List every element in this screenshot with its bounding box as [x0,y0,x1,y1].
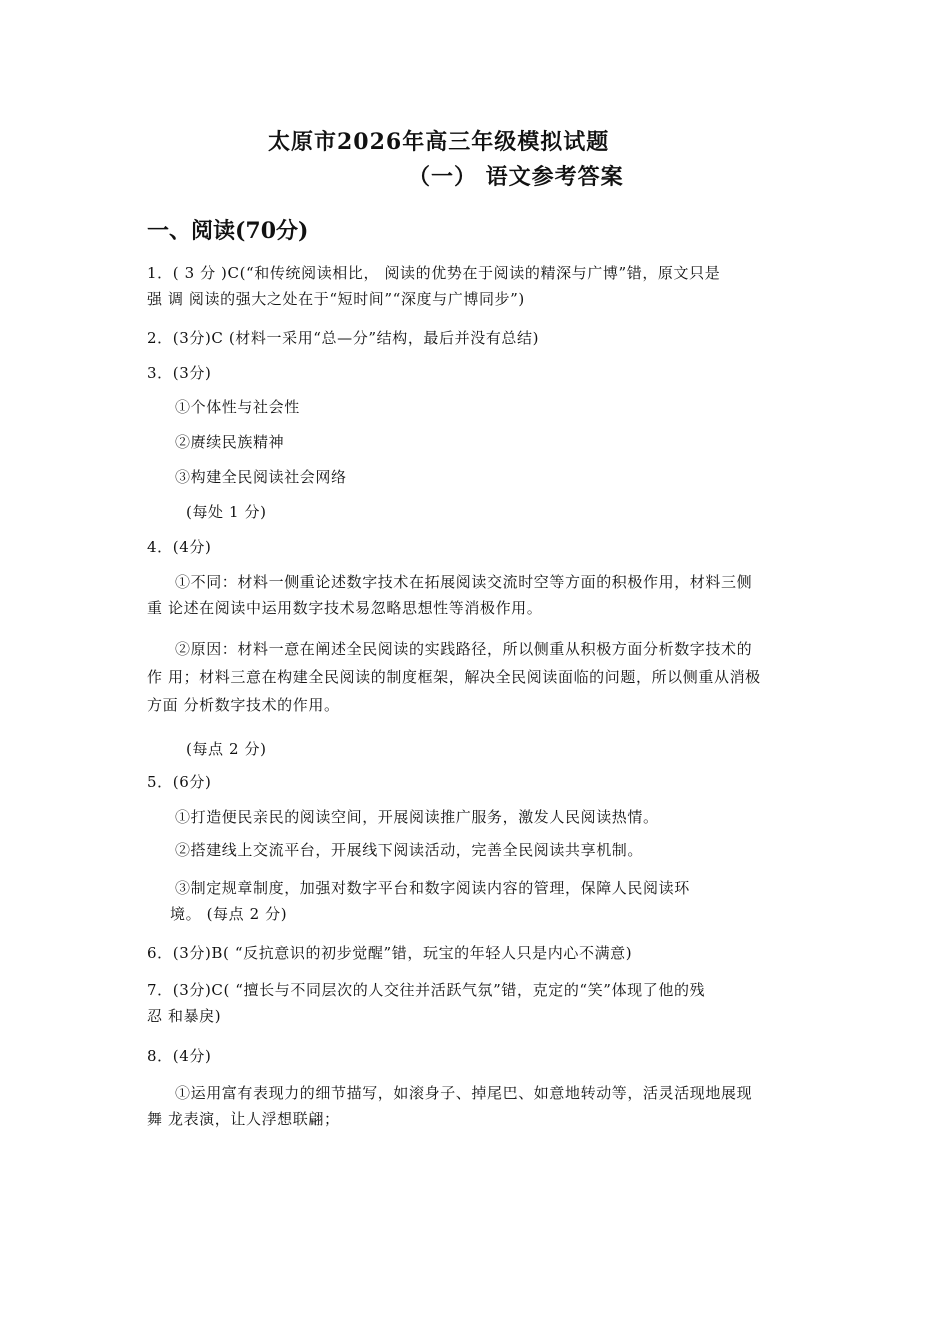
section-heading: 一、阅读(70分) [147,218,309,244]
answer-3-heading: 3．(3分) [147,364,212,382]
answer-3-item-3: ③构建全民阅读社会网络 [175,468,347,486]
document-subtitle: （一） 语文参考答案 [408,164,624,190]
answer-4-point-2-line-2: 作 用；材料三意在构建全民阅读的制度框架，解决全民阅读面临的问题，所以侧重从消极 [147,668,761,686]
answer-8-heading: 8．(4分) [147,1047,212,1065]
answer-8-item-1-line-1: ①运用富有表现力的细节描写，如滚身子、掉尾巴、如意地转动等，活灵活现地展现 [175,1084,753,1102]
answer-2: 2．(3分)C (材料一采用“总—分”结构，最后并没有总结) [147,329,540,347]
answer-5-item-1: ①打造便民亲民的阅读空间，开展阅读推广服务，激发人民阅读热情。 [175,808,659,826]
document-title: 太原市2026年高三年级模拟试题 [268,129,610,155]
answer-5-item-3-line-1: ③制定规章制度，加强对数字平台和数字阅读内容的管理，保障人民阅读环 [175,879,690,897]
answer-8-item-1-line-2: 舞 龙表演，让人浮想联翩； [147,1110,340,1128]
answer-3-scoring-note: (每处 1 分) [186,503,267,521]
answer-1-line-2: 强 调 阅读的强大之处在于“短时间”“深度与广博同步”) [147,290,525,308]
answer-4-point-1-line-1: ①不同：材料一侧重论述数字技术在拓展阅读交流时空等方面的积极作用，材料三侧 [175,573,753,591]
answer-5-item-2: ②搭建线上交流平台，开展线下阅读活动，完善全民阅读共享机制。 [175,841,644,859]
answer-4-point-1-line-2: 重 论述在阅读中运用数字技术易忽略思想性等消极作用。 [147,599,543,617]
answer-7-line-1: 7．(3分)C( “擅长与不同层次的人交往并活跃气氛”错，克定的“笑”体现了他的残 [147,981,706,999]
answer-7-line-2: 忍 和暴戾) [147,1007,222,1025]
answer-1-line-1: 1．( 3 分 )C(“和传统阅读相比， 阅读的优势在于阅读的精深与广博”错，原文只是 [147,264,721,282]
answer-3-item-1: ①个体性与社会性 [175,398,300,416]
answer-4-point-2-line-3: 方面 分析数字技术的作用。 [147,696,340,714]
answer-4-heading: 4．(4分) [147,538,212,556]
answer-6: 6．(3分)B( “反抗意识的初步觉醒”错，玩宝的年轻人只是内心不满意) [147,944,633,962]
answer-5-item-3-line-2: 境。 (每点 2 分) [170,905,288,923]
answer-4-scoring-note: (每点 2 分) [186,740,267,758]
answer-4-point-2-line-1: ②原因：材料一意在阐述全民阅读的实践路径，所以侧重从积极方面分析数字技术的 [175,640,753,658]
answer-3-item-2: ②赓续民族精神 [175,433,285,451]
answer-5-heading: 5．(6分) [147,773,212,791]
